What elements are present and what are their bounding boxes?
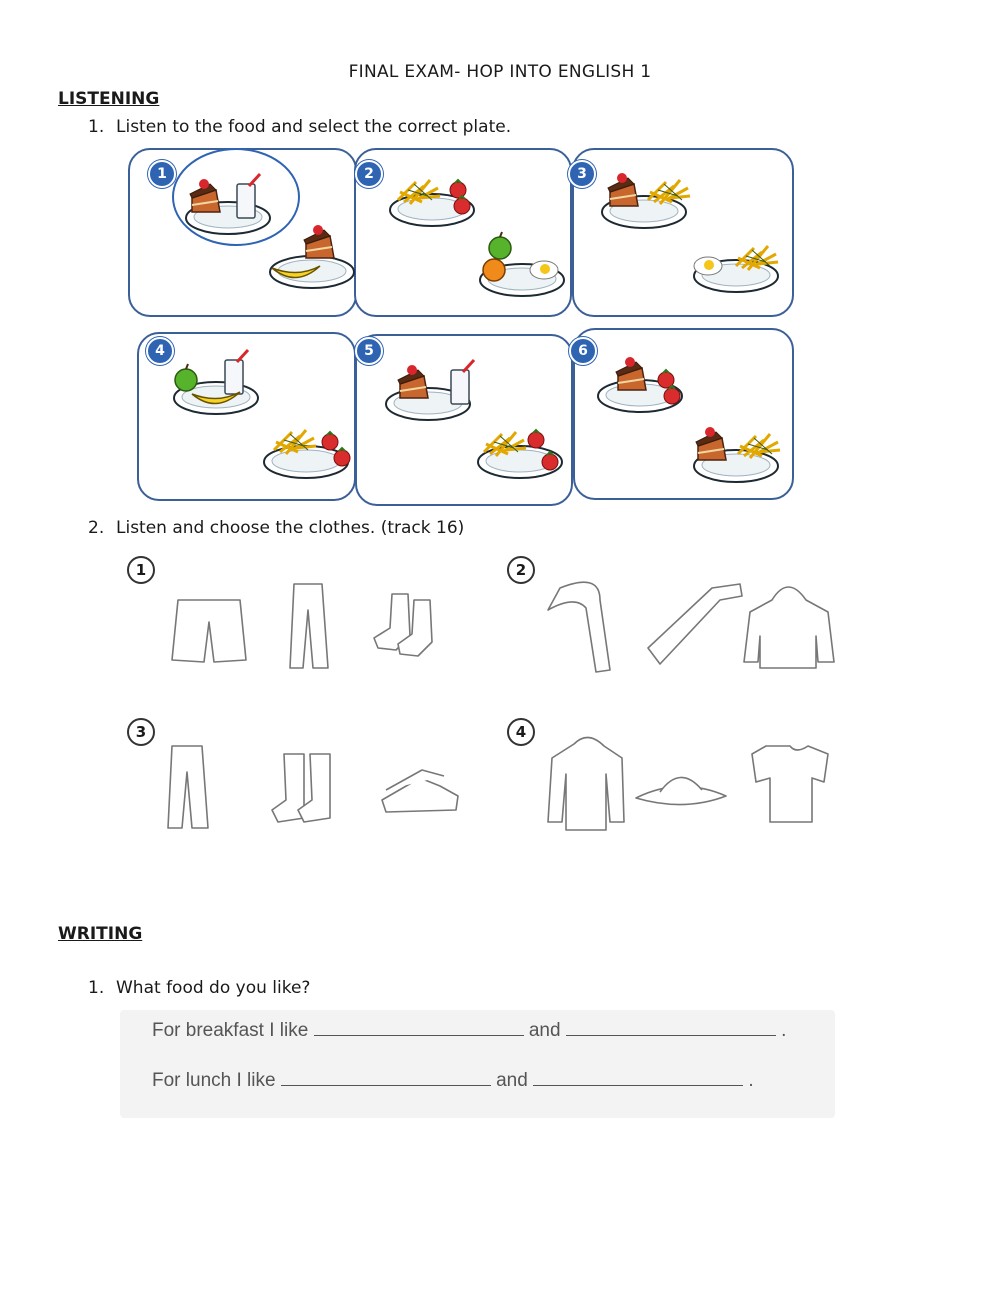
clothes-illustrations <box>0 560 1000 860</box>
breakfast-blank-1[interactable] <box>314 1021 524 1036</box>
plate-number-badge: 2 <box>355 160 383 188</box>
trousers-icon <box>290 584 328 668</box>
t-shirt-icon <box>752 746 828 822</box>
lunch-blank-2[interactable] <box>533 1071 743 1086</box>
shorts-icon <box>172 600 246 662</box>
sentence-start: For lunch I like <box>152 1070 276 1091</box>
belt-icon <box>548 582 610 672</box>
question-text: Listen to the food and select the correct plate. <box>116 117 512 137</box>
plate-number-badge: 4 <box>146 337 174 365</box>
clothes-group-number: 4 <box>507 718 535 746</box>
question-text: Listen and choose the clothes. (track 16) <box>116 518 465 538</box>
sentence-end: . <box>781 1020 787 1041</box>
jeans-icon <box>168 746 208 828</box>
clothes-group-number: 1 <box>127 556 155 584</box>
clothes-group-number: 3 <box>127 718 155 746</box>
sentence-middle: and <box>496 1070 528 1091</box>
listening-heading: LISTENING <box>58 89 160 109</box>
sentence-middle: and <box>528 1020 561 1041</box>
question-number: 1. <box>88 117 105 137</box>
sentence-end: . <box>748 1070 754 1091</box>
raincoat-icon <box>548 737 624 830</box>
lunch-blank-1[interactable] <box>281 1071 491 1086</box>
winter-coat-icon <box>744 587 834 668</box>
clothes-group-number: 2 <box>507 556 535 584</box>
breakfast-blank-2[interactable] <box>566 1021 776 1036</box>
question-number: 1. <box>88 978 105 998</box>
page-title: FINAL EXAM- HOP INTO ENGLISH 1 <box>348 62 652 82</box>
plate-number-badge: 3 <box>568 160 596 188</box>
question-text: What food do you like? <box>116 978 311 998</box>
listening-question-2 <box>88 518 464 538</box>
breakfast-sentence <box>152 1020 786 1042</box>
question-number: 2. <box>88 518 105 538</box>
sneakers-icon <box>382 778 458 812</box>
scarf-icon <box>648 584 742 664</box>
writing-heading: WRITING <box>58 924 143 944</box>
writing-question-1 <box>88 978 310 998</box>
sentence-start: For breakfast I like <box>152 1020 309 1041</box>
food-illustrations <box>0 0 1000 520</box>
plate-number-badge: 1 <box>148 160 176 188</box>
lunch-sentence <box>152 1070 754 1092</box>
plate-number-badge: 5 <box>355 337 383 365</box>
plate-number-badge: 6 <box>569 337 597 365</box>
